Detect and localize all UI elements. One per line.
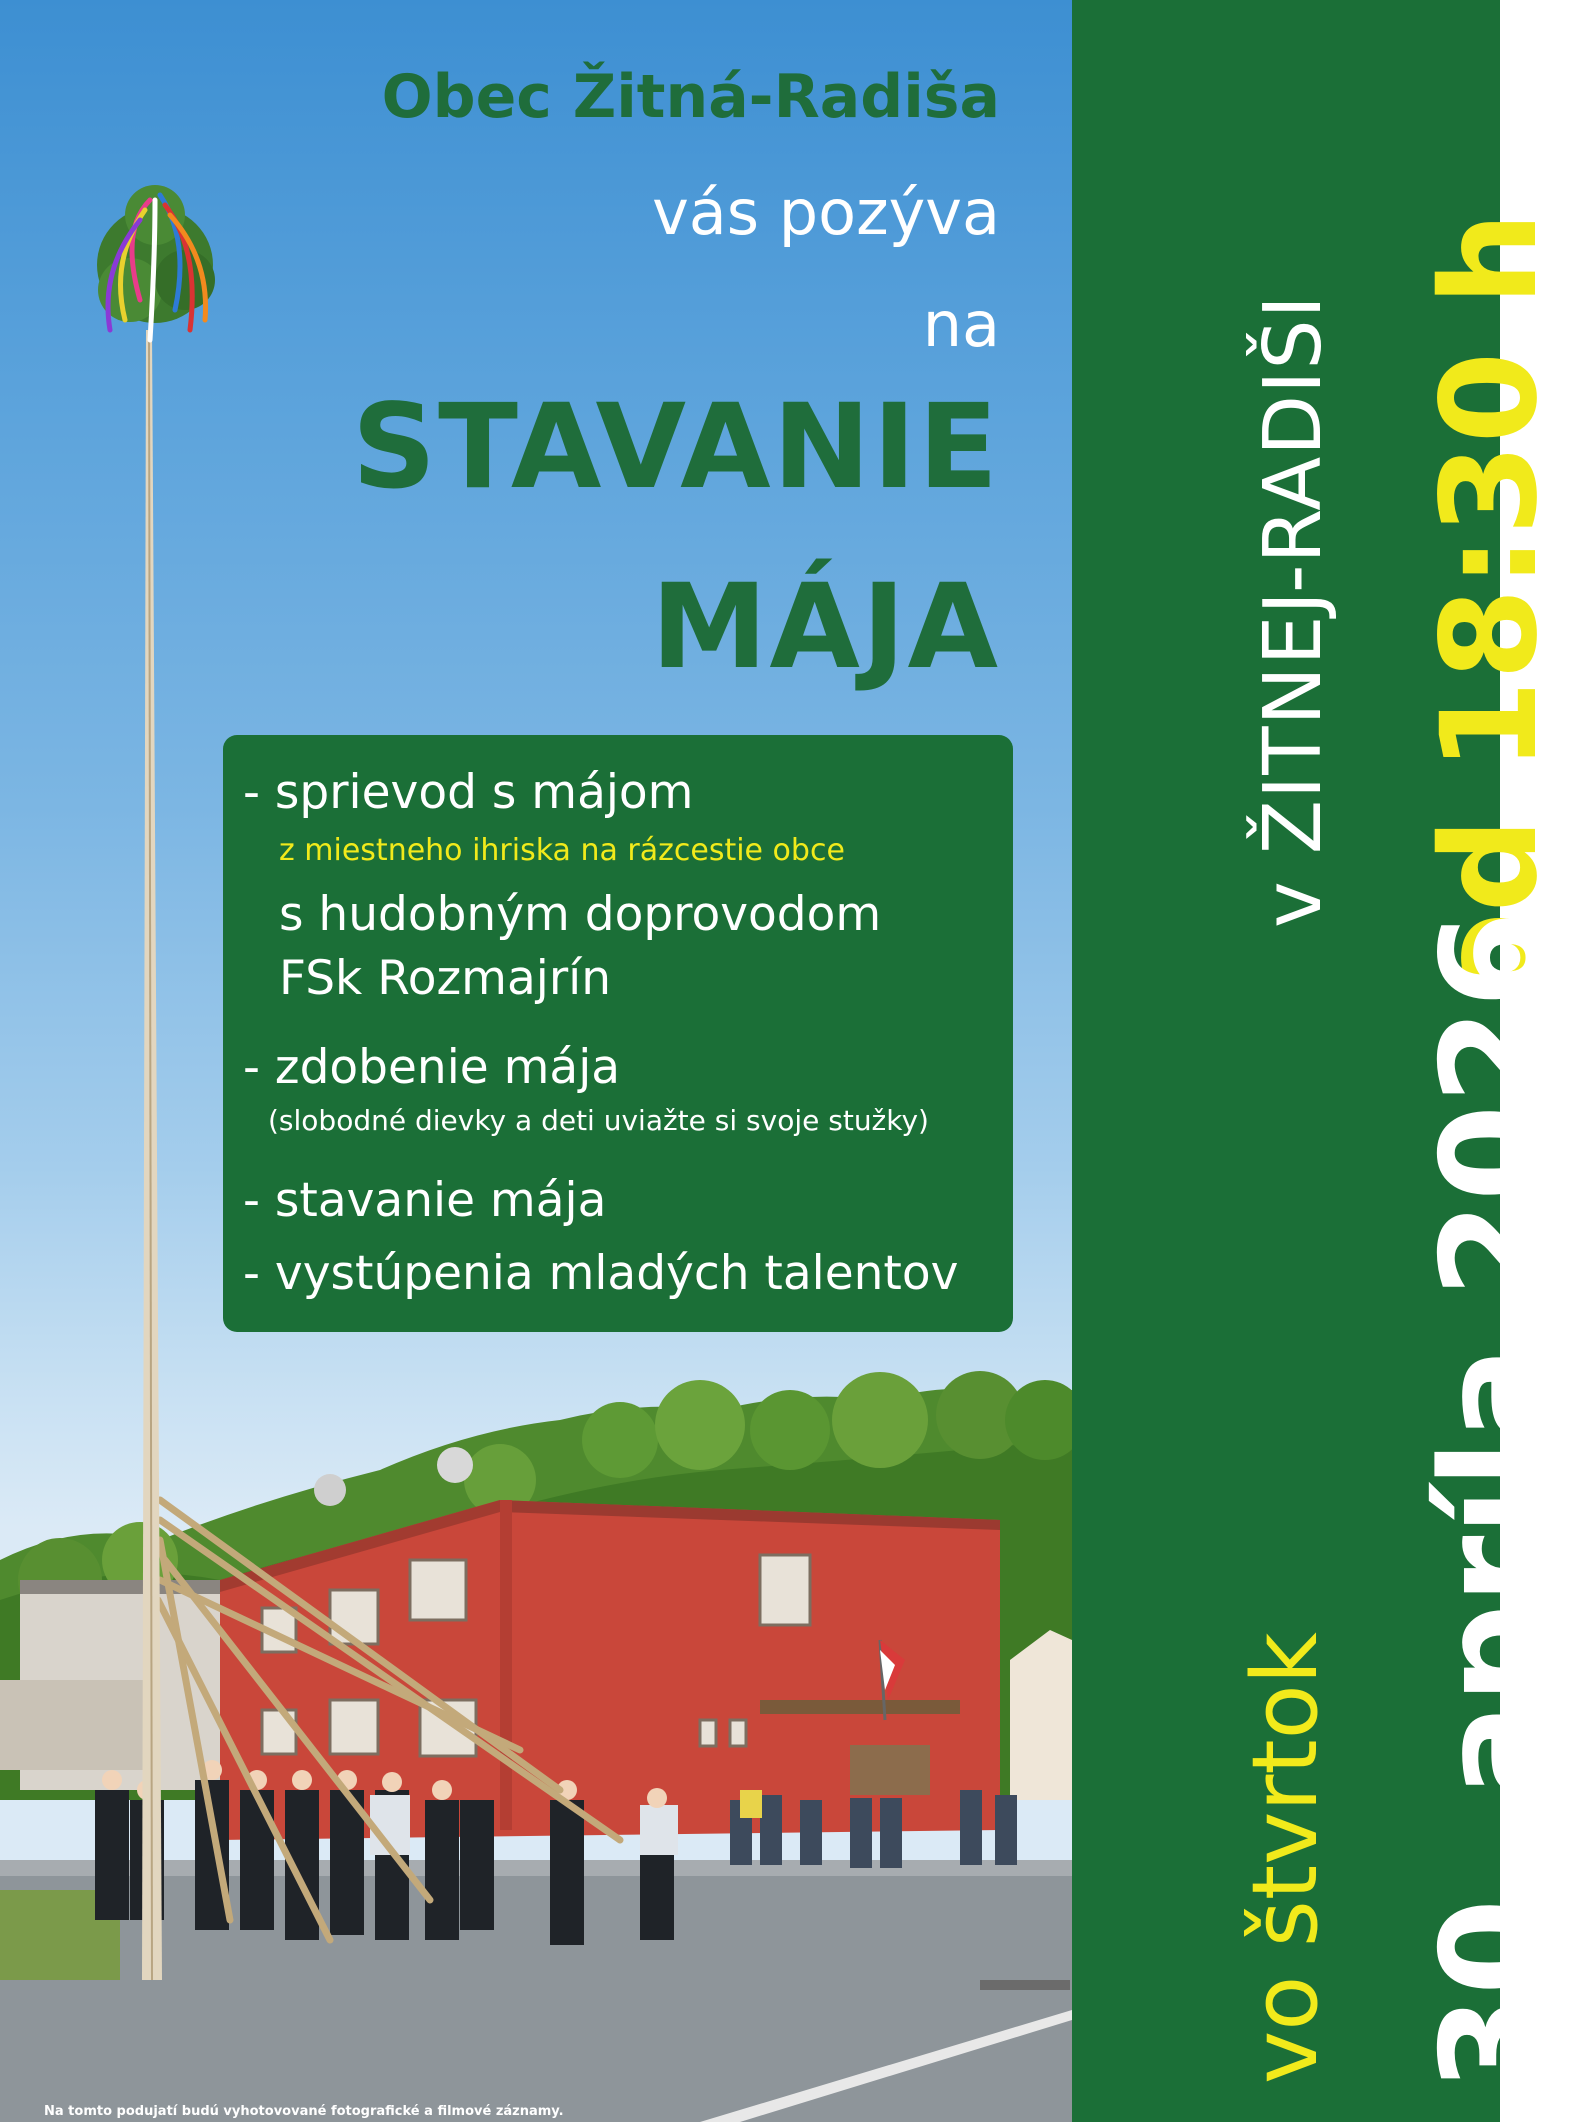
program-item: - stavanie mája bbox=[243, 1173, 607, 1228]
event-title-line2: MÁJA bbox=[650, 558, 1000, 695]
program-item-detail: FSk Rozmajrín bbox=[279, 951, 611, 1006]
program-item: - vystúpenia mladých talentov bbox=[243, 1246, 959, 1301]
event-date: 30. apríla 2026 bbox=[1411, 911, 1573, 2092]
invite-text: vás pozýva bbox=[652, 176, 1000, 249]
organizer-title: Obec Žitná-Radiša bbox=[381, 62, 1000, 132]
program-item: - zdobenie mája bbox=[243, 1040, 621, 1095]
event-title-line1: STAVANIE bbox=[351, 378, 1000, 515]
program-item: - sprievod s májom bbox=[243, 765, 694, 820]
event-day: vo štvrtok bbox=[1233, 1632, 1338, 2084]
event-place: v ŽITNEJ-RADIŠI bbox=[1247, 294, 1339, 928]
program-item-detail: s hudobným doprovodom bbox=[279, 887, 882, 942]
program-item-note: z miestneho ihriska na rázcestie obce bbox=[279, 833, 845, 868]
photo-disclaimer: Na tomto podujatí budú vyhotovované fotografické a filmové záznamy. bbox=[44, 2104, 564, 2119]
event-time: od 18:30 h bbox=[1413, 211, 1567, 1003]
program-box bbox=[223, 735, 1013, 1332]
invite-text-na: na bbox=[922, 288, 1000, 361]
program-item-note: (slobodné dievky a deti uviažte si svoje stužky) bbox=[268, 1104, 929, 1137]
